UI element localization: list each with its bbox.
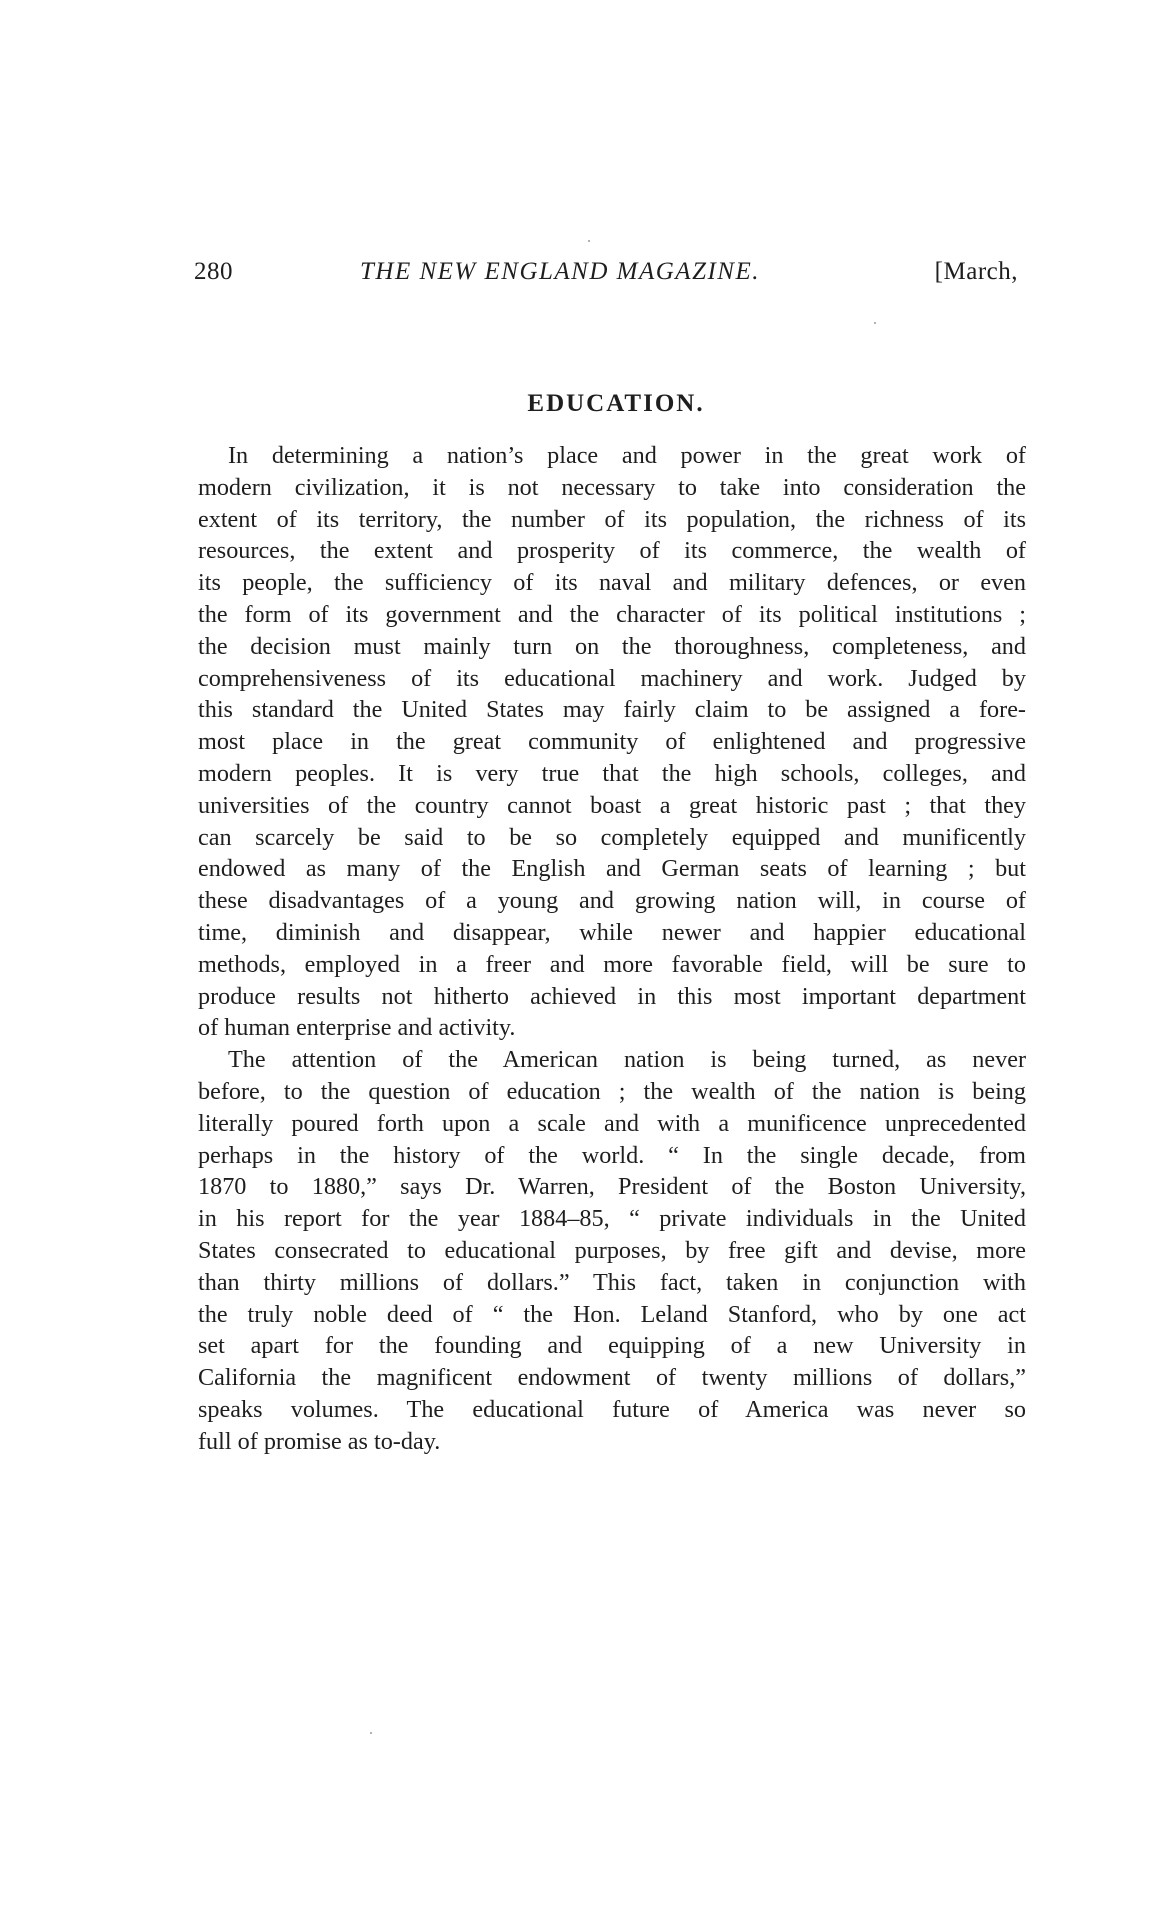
text-line: resources, the extent and prosperity of its commerce, the wealth of xyxy=(198,537,1026,565)
text-line: extent of its territory, the number of its population, the richness of its xyxy=(198,505,1026,533)
text-line: in his report for the year 1884–85, “ private individuals in the United xyxy=(198,1205,1026,1233)
paragraph-2 xyxy=(198,1044,1026,1457)
text-line: In determining a nation’s place and power in the great work of xyxy=(228,442,1026,469)
page-number: 280 xyxy=(194,258,233,285)
text-line: modern peoples. It is very true that the high schools, colleges, and xyxy=(198,759,1026,787)
text-line: States consecrated to educational purposes, by free gift and devise, more xyxy=(198,1236,1026,1264)
text-line: these disadvantages of a young and growing nation will, in course of xyxy=(198,887,1026,915)
text-line: modern civilization, it is not necessary to take into consideration the xyxy=(198,473,1026,501)
text-line: the decision must mainly turn on the thoroughness, completeness, and xyxy=(198,632,1026,660)
text-line: the truly noble deed of “ the Hon. Leland Stanford, who by one act xyxy=(198,1300,1026,1328)
text-line: full of promise as to-day. xyxy=(198,1427,441,1455)
article-body xyxy=(198,440,1026,1458)
paper-speck xyxy=(588,240,590,242)
text-line: than thirty millions of dollars.” This fact, taken in conjunction with xyxy=(198,1268,1026,1296)
text-line: time, diminish and disappear, while newer and happier educational xyxy=(198,918,1026,946)
text-line: methods, employed in a freer and more favorable field, will be sure to xyxy=(198,950,1026,978)
text-line: this standard the United States may fairly claim to be assigned a fore- xyxy=(198,696,1026,724)
article-title: EDUCATION. xyxy=(527,390,705,417)
text-line: endowed as many of the English and German seats of learning ; but xyxy=(198,855,1026,883)
text-line: can scarcely be said to be so completely equipped and munificently xyxy=(198,823,1026,851)
paragraph-1 xyxy=(198,440,1026,1044)
issue-month: [March, xyxy=(934,258,1018,285)
text-line: produce results not hitherto achieved in this most important department xyxy=(198,982,1026,1010)
text-line: before, to the question of education ; the wealth of the nation is being xyxy=(198,1077,1026,1105)
text-line: literally poured forth upon a scale and with a munificence unprecedented xyxy=(198,1109,1026,1137)
text-line: the form of its government and the character of its political institutions ; xyxy=(198,600,1026,628)
text-line: set apart for the founding and equipping of a new University in xyxy=(198,1332,1026,1360)
text-line: most place in the great community of enlightened and progressive xyxy=(198,728,1026,756)
text-line: The attention of the American nation is being turned, as never xyxy=(228,1046,1026,1074)
text-line: perhaps in the history of the world. “ In the single decade, from xyxy=(198,1141,1026,1169)
text-line: of human enterprise and activity. xyxy=(198,1014,516,1042)
text-line: universities of the country cannot boast a great historic past ; that they xyxy=(198,791,1026,819)
text-line: speaks volumes. The educational future of America was never so xyxy=(198,1395,1026,1423)
journal-title: THE NEW ENGLAND MAGAZINE. xyxy=(360,258,760,285)
text-line: 1870 to 1880,” says Dr. Warren, President of the Boston University, xyxy=(198,1173,1026,1201)
text-line: comprehensiveness of its educational machinery and work. Judged by xyxy=(198,664,1026,692)
paper-speck xyxy=(874,322,876,324)
text-line: California the magnificent endowment of twenty millions of dollars,” xyxy=(198,1364,1026,1392)
running-head xyxy=(194,258,1018,292)
paper-speck xyxy=(370,1732,372,1734)
text-line: its people, the sufficiency of its naval and military defences, or even xyxy=(198,569,1026,597)
